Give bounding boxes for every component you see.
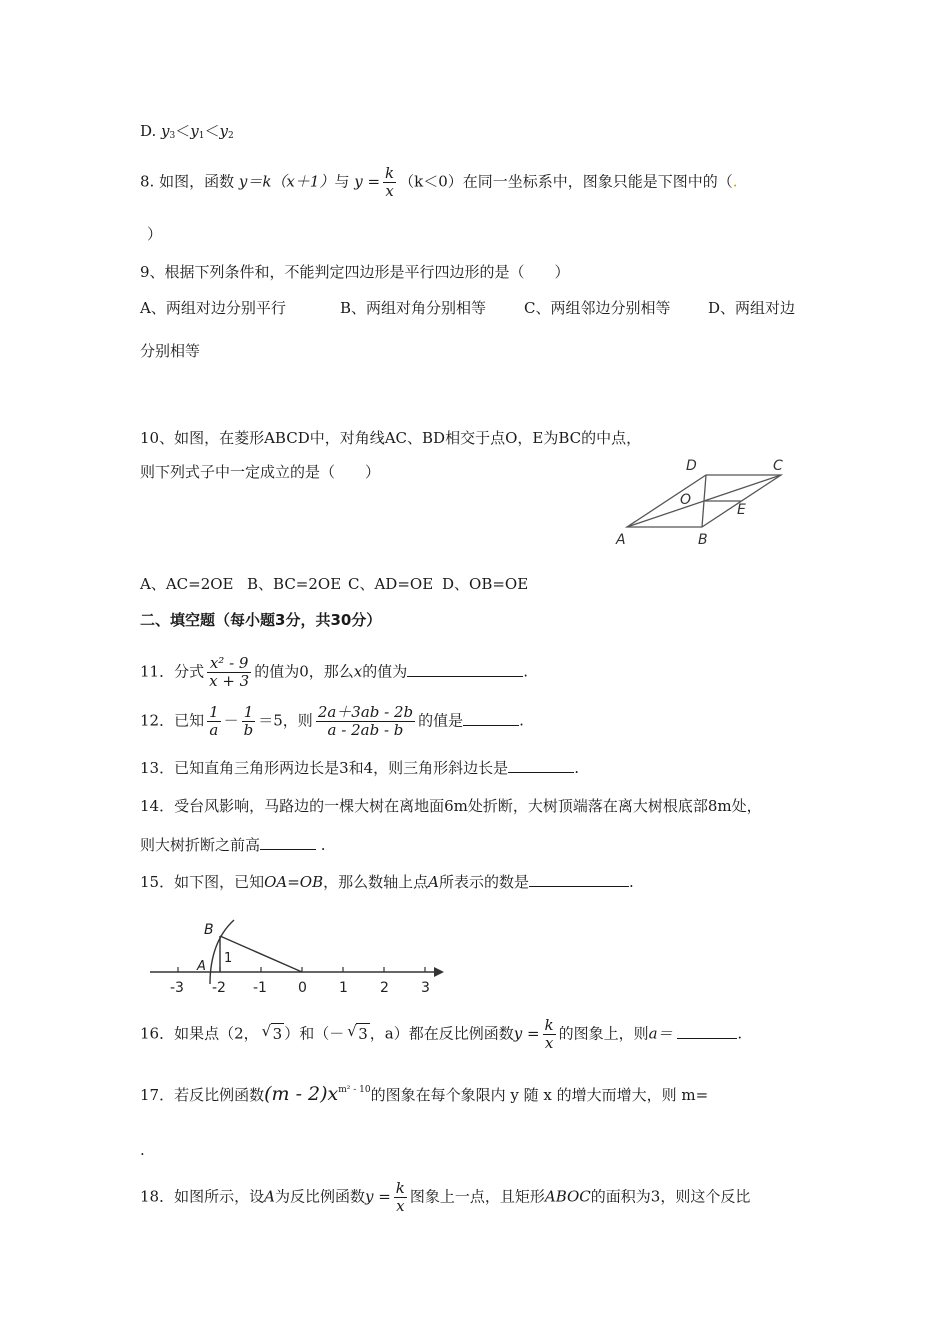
q10-option-b: B、BC=2OE xyxy=(247,575,342,593)
q14-answer-blank[interactable] xyxy=(260,835,316,850)
q12-answer-blank[interactable] xyxy=(463,711,519,726)
tick-label-0: 0 xyxy=(298,980,307,996)
q13: 13．已知直角三角形两边长是3和4，则三角形斜边长是 . xyxy=(140,759,579,777)
q18: 18．如图所示，设A为反比例函数y = $\frac{k}{x}$ 图象上一点，且矩形ABOC的面积为3，则这个反比 xyxy=(140,1179,751,1215)
tick-label-2: 2 xyxy=(380,980,389,996)
q10-option-c: C、AD=OE xyxy=(348,575,434,593)
q9-stem: 9、根据下列条件和，不能判定四边形是平行四边形的是（ ） xyxy=(140,263,570,281)
q9-option-c: C、两组邻边分别相等 xyxy=(524,299,671,317)
q9-option-b: B、两组对角分别相等 xyxy=(340,299,487,317)
q9-option-a: A、两组对边分别平行 xyxy=(140,299,286,317)
q13-answer-blank[interactable] xyxy=(508,758,574,773)
tick-label--3: -3 xyxy=(170,980,184,996)
section-2-title: 二、填空题（每小题3分，共30分） xyxy=(140,611,382,629)
q11: 11．分式 $\frac{\text{x² - 9}}{x + 3}$ 的值为0，那么x的值为 . xyxy=(140,654,529,690)
q16-answer-blank[interactable] xyxy=(677,1024,737,1039)
tick-label--2: -2 xyxy=(212,980,226,996)
label-d: D xyxy=(686,458,697,474)
q12-fraction: $\frac{2a+3ab - 2b}{a - 2ab - b}$ xyxy=(317,703,414,739)
q15-answer-blank[interactable] xyxy=(529,872,629,887)
tick-label-3: 3 xyxy=(421,980,430,996)
q8-fraction: $\frac{k}{x}$ xyxy=(385,164,395,200)
label-c: C xyxy=(773,458,783,474)
q10-option-a: A、AC=2OE xyxy=(140,575,234,593)
label-o: O xyxy=(680,492,692,508)
q16: 16．如果点（2，√ 3 ）和（－√ 3 ，a）都在反比例函数y = $\frac{k}{x}$ 的图象上，则a＝ . xyxy=(140,1017,742,1052)
q10-stem-1: 10、如图，在菱形ABCD中，对角线AC、BD相交于点O，E为BC的中点， xyxy=(140,429,642,447)
q14-line-2: 则大树折断之前高 . xyxy=(140,836,326,854)
q9-option-d: D、两组对边 xyxy=(708,299,796,317)
q17-dot: . xyxy=(140,1141,145,1159)
q14-line-1: 14．受台风影响，马路边的一棵大树在离地面6m处折断，大树顶端落在离大树根底部8m处， xyxy=(140,797,762,815)
number-line-figure xyxy=(148,912,448,998)
label-one: 1 xyxy=(224,951,233,966)
label-a: A xyxy=(197,959,206,974)
q12: 12．已知 $\frac{1}{a}$ － $\frac{1}{b}$ ＝5，则 $\frac{2a+3ab - 2b}{a - 2ab - b}$ 的值是 . xyxy=(140,703,524,739)
q15: 15．如下图，已知OA=OB，那么数轴上点A所表示的数是 . xyxy=(140,873,634,891)
q7-option-d: D. $y_3<y_1<y_2$ xyxy=(140,122,234,141)
tick-label--1: -1 xyxy=(253,980,267,996)
q8-stem: 8. 如图，函数 y＝k（x＋1）与 y = $\frac{k}{x}$ （k＜0）在同一坐标系中，图象只能是下图中的（. xyxy=(140,164,738,200)
q11-fraction: $\frac{\text{x² - 9}}{x + 3}$ xyxy=(209,654,250,690)
q10-option-d: D、OB=OE xyxy=(442,575,529,593)
rhombus-figure xyxy=(610,450,800,550)
q10-stem-2: 则下列式子中一定成立的是（ ） xyxy=(140,463,381,481)
tick-label-1: 1 xyxy=(339,980,348,996)
q8-close: ） xyxy=(147,225,163,243)
label-e: E xyxy=(737,502,746,518)
label-a: A xyxy=(616,532,626,548)
label-b: B xyxy=(698,532,708,548)
label-b: B xyxy=(204,922,214,938)
q11-answer-blank[interactable] xyxy=(407,662,523,677)
q17: 17．若反比例函数$(m - 2)x^{m^2 - 10}$的图象在每个象限内 y 随 x 的增大而增大，则 m= xyxy=(140,1083,709,1105)
q9-option-d-cont: 分别相等 xyxy=(140,342,201,360)
